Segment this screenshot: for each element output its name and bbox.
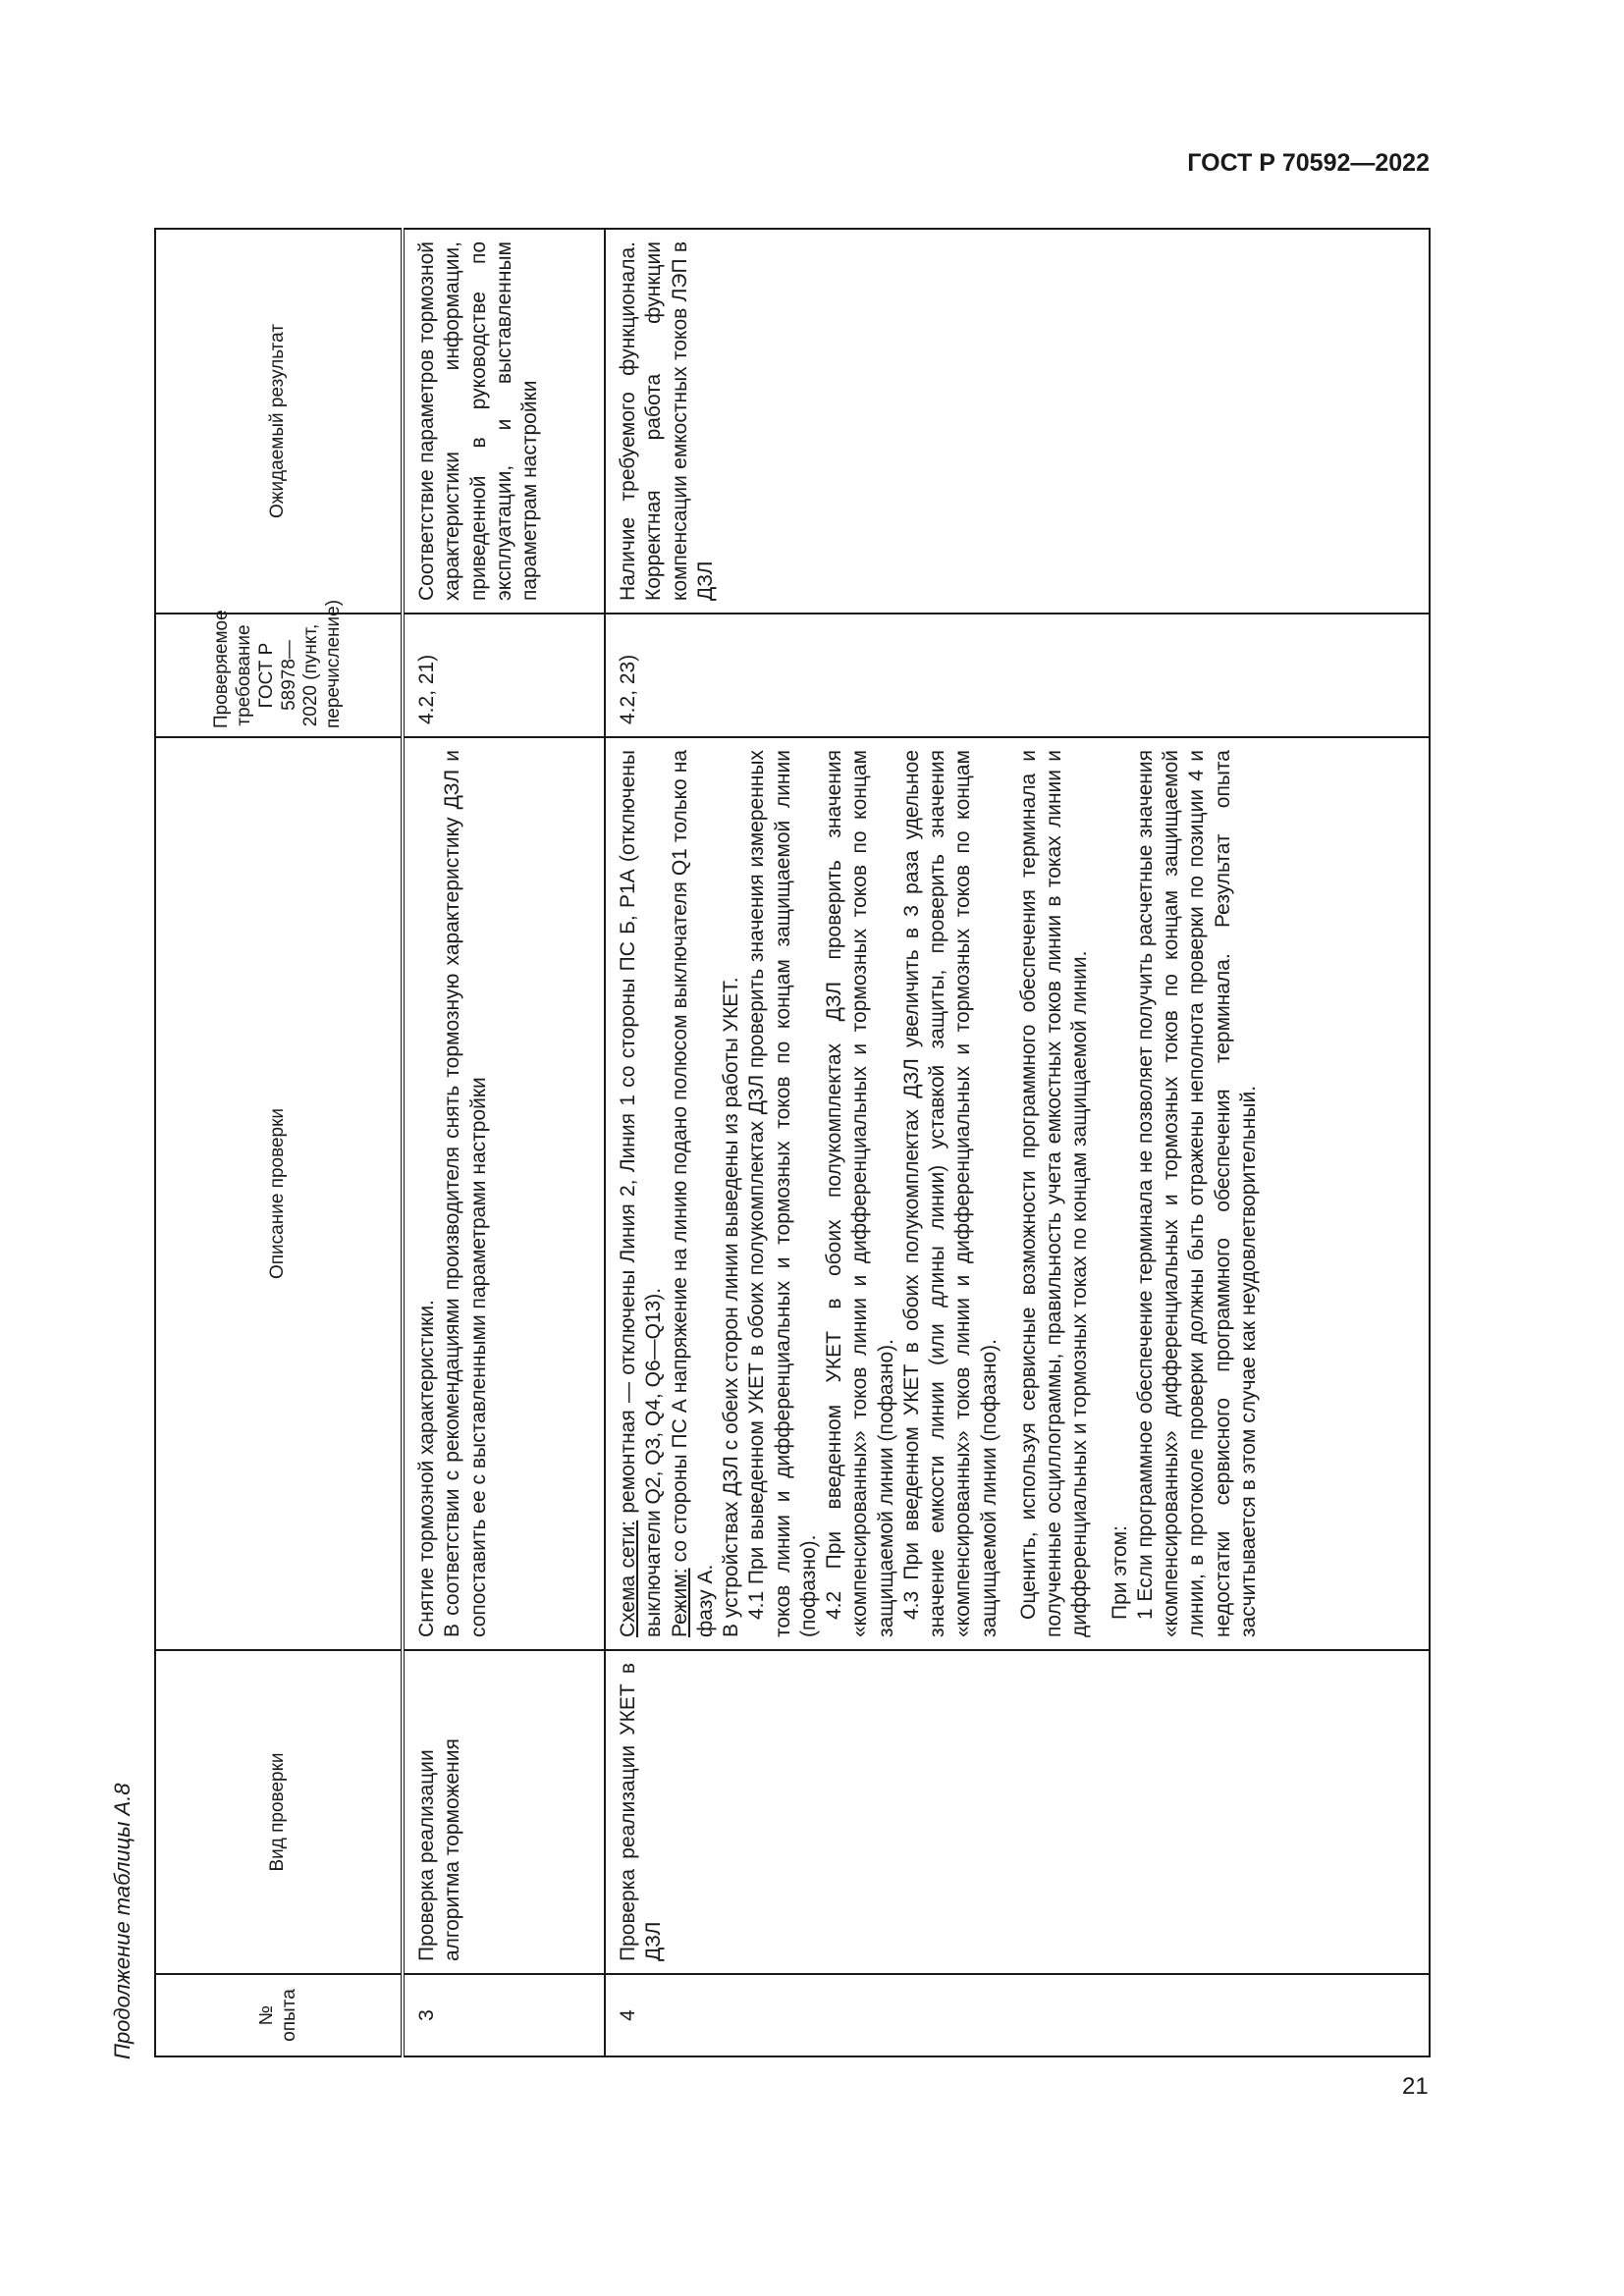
header-result: Ожидаемый результат [155,229,403,614]
desc-item-4-1: 4.1 При выведенном УКЕТ в обоих полукомплектах ДЗЛ проверить значения измеренных токов линии и дифференциальных и тормозных токов по концам защищаемой линии (пофазно). [745,750,820,1637]
desc-paragraph: В соответствии с рекомендациями производителя снять тормозную характеристику ДЗЛ и сопоставить ее с выставленными параметрами настройки [441,750,490,1637]
row-req: 4.2, 21) [403,614,605,737]
table-row [403,229,605,2056]
row-type: Проверка реализации алгоритма торможения [403,1650,605,1974]
page-number: 21 [1402,2073,1429,2100]
row-desc [403,737,605,1650]
desc-item-4-3: 4.3 При введенном УКЕТ в обоих полукомплектах ДЗЛ увеличить в 3 раза удельное значение емкости линии (или длины линии) уставкой защиты, проверить значения «компенсированных» токов линии и дифференциальных и тормозных токов по концам защищаемой линии (пофазно). [899,750,1001,1637]
desc-evaluation: Оценить, используя сервисные возможности программного обеспечения терминала и полученные осциллограммы, правильность учета емкостных токов линии в токах линии и дифференциальных и тормозных токах по концам защищаемой линии. [1016,750,1092,1637]
desc-mode: Режим: со стороны ПС А напряжение на линию подано полюсом выключателя Q1 только на фазу А. [668,750,717,1637]
row-num: 3 [403,1974,605,2056]
table-a8 [154,230,1431,2057]
row-desc [605,737,1430,1650]
header-num: № опыта [155,1974,403,2056]
desc-scheme: Схема сети: ремонтная — отключены Линия 2, Линия 1 со стороны ПС Б, Р1А (отключены выключатели Q2, Q3, Q4, Q6—Q13). [617,750,666,1637]
header-type: Вид проверки [155,1650,403,1974]
mode-label: Режим: [668,1568,691,1637]
continuation-label: Продолжение таблицы А.8 [110,1783,135,2059]
header-req: Проверяемое требование ГОСТ Р 58978—2020 (пункт, перечисление) [155,614,403,737]
row-req: 4.2, 23) [605,614,1430,737]
desc-paragraph: В устройствах ДЗЛ с обеих сторон линии выведены из работы УКЕТ. [720,977,742,1637]
desc-note-1: 1 Если программное обеспечение терминала не позволяет получить расчетные значения «компенсированных» дифференциальных и тормозных токов по концам защищаемой линии, в протоколе проверки должны быть отражены неполнота проверки по позиции 4 и недостатки сервисного программного обеспечения терминала. Результат опыта засчитывается в этом случае как неудовлетворительный. [1133,750,1260,1637]
row-result: Наличие требуемого функционала. Корректная работа функции компенсации емкостных токов ЛЭП в ДЗЛ [605,229,1430,614]
header-desc: Описание проверки [155,737,403,1650]
row-type: Проверка реализации УКЕТ в ДЗЛ [605,1650,1430,1974]
desc-paragraph: Снятие тормозной характеристики. [415,1300,438,1637]
row-result: Соответствие параметров тормозной характеристики информации, приведенной в руководстве по эксплуатации, и выставленным параметрам настройки [403,229,605,614]
desc-note-title: При этом: [1108,1525,1131,1620]
row-num: 4 [605,1974,1430,2056]
table-row [605,229,1430,2056]
desc-item-4-2: 4.2 При введенном УКЕТ в обоих полукомплектах ДЗЛ проверить значения «компенсированных» токов линии и дифференциальных и тормозных токов по концам защищаемой линии (пофазно). [823,750,897,1637]
scheme-label: Схема сети: [617,1520,639,1637]
standard-code: ГОСТ Р 70592—2022 [1187,149,1430,177]
